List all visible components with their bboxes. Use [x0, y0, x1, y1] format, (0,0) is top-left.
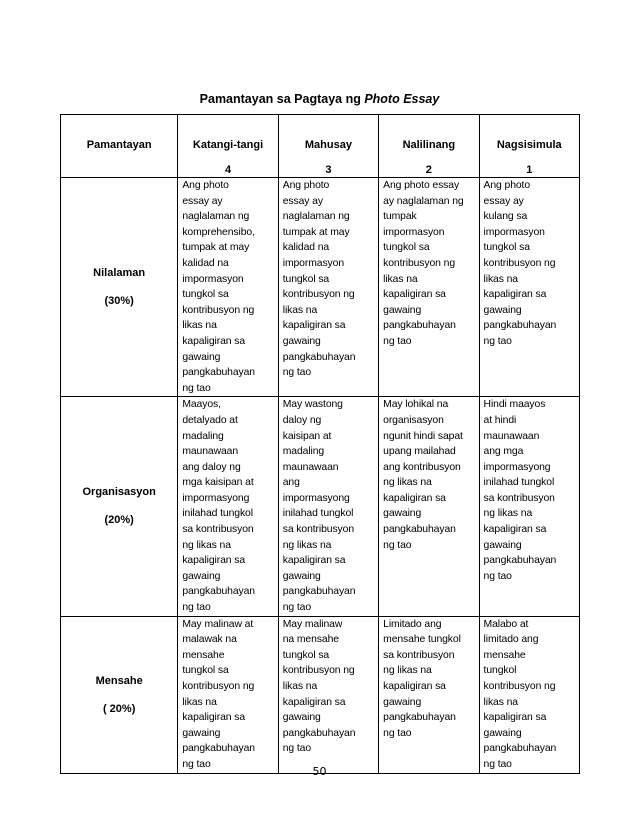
descriptor-line: pangkabuhayan	[483, 743, 557, 755]
descriptor-line: pangkabuhayan	[282, 351, 356, 363]
descriptor-line: maunawaan	[483, 430, 540, 442]
descriptor-line: kapaligiran sa	[383, 289, 446, 301]
descriptor-cell	[278, 616, 378, 773]
descriptor-line: ang kontribusyon	[383, 461, 461, 473]
descriptor-line: pangkabuhayan	[383, 524, 456, 536]
header-level-1	[479, 115, 579, 178]
descriptor-line: madaling	[182, 430, 224, 442]
descriptor-line: impormasyong	[282, 492, 350, 504]
descriptor-line: tungkol	[483, 665, 517, 677]
descriptor-line: inilahad tungkol	[182, 508, 253, 520]
descriptor-line: likas na	[182, 696, 217, 708]
descriptor-line: kapaligiran sa	[483, 712, 547, 724]
descriptor-line: mensahe	[182, 649, 225, 661]
descriptor-line: kapaligiran sa	[182, 335, 246, 347]
descriptor-line: kontribusyon ng	[182, 681, 255, 692]
descriptor-line: kapaligiran sa	[282, 696, 346, 708]
descriptor-line: mensahe tungkol	[383, 634, 461, 646]
descriptor-line: kontribusyon ng	[483, 257, 556, 269]
descriptor-line: likas na	[282, 304, 318, 316]
descriptor-line: ngunit hindi sapat	[383, 430, 463, 442]
descriptor-line: ay naglalaman ng	[383, 195, 464, 207]
descriptor-line: gawaing	[282, 712, 321, 724]
descriptor-line: likas na	[282, 681, 318, 692]
criterion-name: Mensahe	[95, 674, 143, 687]
title-main: Pamantayan sa Pagtaya ng	[199, 92, 365, 106]
descriptor-line: maunawaan	[282, 461, 339, 473]
descriptor-line: Ang photo	[182, 180, 229, 191]
descriptor-line: tungkol sa	[282, 649, 330, 661]
header-level-2	[379, 115, 479, 178]
criterion-cell	[61, 178, 178, 397]
descriptor-line: ng tao	[383, 335, 412, 347]
descriptor-line: kapaligiran sa	[483, 524, 547, 536]
descriptor-line: gawaing	[483, 539, 522, 551]
descriptor-line: at hindi	[483, 414, 517, 426]
descriptor-line: ng tao	[483, 570, 512, 582]
criterion-cell	[61, 397, 178, 616]
header-score: 3	[325, 164, 332, 176]
table-row	[61, 616, 580, 773]
descriptor-line: ng likas na	[182, 539, 231, 551]
header-label: Nalilinang	[402, 139, 456, 151]
descriptor-line: Maayos,	[182, 399, 221, 411]
descriptor-line: mga kaisipan at	[182, 477, 254, 489]
descriptor-line: ng tao	[282, 743, 312, 755]
descriptor-line: organisasyon	[383, 414, 444, 426]
descriptor-cell	[379, 178, 479, 397]
descriptor-line: May malinaw	[282, 618, 343, 630]
descriptor-line: kapaligiran sa	[182, 555, 246, 567]
descriptor-line: Ang photo	[483, 180, 531, 191]
descriptor-line: kontribusyon ng	[282, 665, 355, 677]
descriptor-line: May wastong	[282, 399, 343, 411]
descriptor-line: gawaing	[483, 727, 522, 739]
descriptor-line: likas na	[483, 273, 518, 285]
header-row	[61, 115, 580, 178]
descriptor-line: gawaing	[483, 304, 522, 316]
descriptor-line: inilahad tungkol	[483, 477, 555, 489]
header-label: Pamantayan	[86, 139, 152, 151]
descriptor-line: ng tao	[282, 367, 312, 379]
descriptor-line: pangkabuhayan	[483, 555, 557, 567]
descriptor-line: ng likas na	[282, 539, 332, 551]
descriptor-line: mensahe	[483, 649, 526, 661]
descriptor-line: madaling	[282, 446, 325, 458]
descriptor-line: tungkol sa	[282, 273, 330, 285]
descriptor-line: kontribusyon ng	[483, 681, 556, 692]
descriptor-line: malawak na	[182, 634, 237, 646]
descriptor-line: sa kontribusyon	[282, 524, 355, 536]
descriptor-line: kapaligiran sa	[483, 289, 547, 301]
descriptor-cell	[178, 397, 278, 616]
descriptor-line: sa kontribusyon	[383, 649, 455, 661]
header-label: Mahusay	[304, 139, 352, 151]
descriptor-line: impormasyong	[182, 492, 250, 504]
descriptor-line: kapaligiran sa	[182, 712, 246, 724]
descriptor-line: naglalaman ng	[182, 211, 250, 223]
descriptor-cell	[479, 178, 579, 397]
descriptor-line: Limitado ang	[383, 618, 442, 630]
descriptor-line: Malabo at	[483, 618, 529, 630]
criterion-cell	[61, 616, 178, 773]
rubric-table	[60, 114, 580, 774]
descriptor-cell	[278, 397, 378, 616]
descriptor-line: May malinaw at	[182, 618, 254, 630]
descriptor-line: pangkabuhayan	[182, 586, 255, 598]
descriptor-line: impormasyon	[282, 257, 344, 269]
header-level-3	[278, 115, 378, 178]
descriptor-line: tungkol sa	[182, 665, 229, 677]
descriptor-line: ng likas na	[383, 665, 432, 677]
descriptor-line: ang	[282, 477, 300, 489]
descriptor-line: kapaligiran sa	[383, 681, 446, 692]
descriptor-line: naglalaman ng	[282, 211, 350, 223]
descriptor-line: ng likas na	[483, 508, 533, 520]
descriptor-line: upang mailahad	[383, 446, 456, 458]
descriptor-line: kaisipan at	[282, 430, 332, 442]
descriptor-line: impormasyon	[182, 273, 244, 285]
header-score: 2	[425, 164, 432, 176]
descriptor-line: tungkol sa	[483, 242, 530, 254]
descriptor-line: pangkabuhayan	[282, 727, 356, 739]
descriptor-line: gawaing	[282, 570, 321, 582]
descriptor-line: ang daloy ng	[182, 461, 241, 473]
descriptor-line: Ang photo essay	[383, 180, 460, 191]
descriptor-line: na mensahe	[282, 634, 339, 646]
header-criteria	[61, 115, 178, 178]
descriptor-line: ng likas na	[383, 477, 432, 489]
descriptor-cell	[278, 178, 378, 397]
descriptor-line: tumpak	[383, 211, 417, 223]
descriptor-line: essay ay	[282, 195, 323, 207]
descriptor-cell	[479, 616, 579, 773]
criterion-weight: ( 20%)	[102, 702, 136, 715]
descriptor-cell	[178, 616, 278, 773]
descriptor-line: ng tao	[182, 602, 211, 614]
descriptor-line: gawaing	[182, 727, 221, 739]
header-level-4	[178, 115, 278, 178]
descriptor-cell	[479, 397, 579, 616]
descriptor-line: gawaing	[282, 335, 321, 347]
descriptor-line: kalidad na	[282, 242, 330, 254]
descriptor-line: gawaing	[182, 351, 221, 363]
descriptor-line: ng tao	[282, 602, 312, 614]
descriptor-line: kalidad na	[182, 257, 229, 269]
descriptor-line: gawaing	[383, 508, 422, 520]
descriptor-line: komprehensibo,	[182, 226, 255, 238]
page-title	[0, 92, 639, 106]
table-row	[61, 178, 580, 397]
descriptor-line: Hindi maayos	[483, 399, 546, 411]
header-score: 1	[526, 164, 533, 176]
descriptor-line: impormasyon	[483, 226, 545, 238]
descriptor-cell	[379, 616, 479, 773]
descriptor-line: detalyado at	[182, 414, 238, 426]
descriptor-line: ng tao	[483, 758, 512, 770]
descriptor-line: sa kontribusyon	[182, 524, 254, 536]
descriptor-line: kontribusyon ng	[383, 257, 455, 269]
descriptor-line: pangkabuhayan	[383, 320, 456, 332]
descriptor-line: Ang photo	[282, 180, 330, 191]
descriptor-line: pangkabuhayan	[182, 743, 255, 755]
descriptor-line: pangkabuhayan	[483, 320, 557, 332]
descriptor-cell	[178, 178, 278, 397]
descriptor-line: essay ay	[483, 195, 524, 207]
descriptor-line: ng tao	[383, 539, 412, 551]
descriptor-line: tungkol sa	[182, 289, 229, 301]
descriptor-line: tumpak at may	[282, 226, 350, 238]
descriptor-line: likas na	[483, 696, 518, 708]
criterion-name: Organisasyon	[82, 486, 156, 499]
descriptor-line: gawaing	[383, 304, 422, 316]
descriptor-line: kapaligiran sa	[282, 555, 346, 567]
descriptor-line: likas na	[383, 273, 418, 285]
descriptor-line: tungkol sa	[383, 242, 430, 254]
criterion-weight: (20%)	[104, 514, 134, 527]
descriptor-line: kontribusyon ng	[182, 304, 255, 316]
title-emphasis: Photo Essay	[364, 92, 440, 106]
descriptor-line: pangkabuhayan	[383, 712, 456, 724]
descriptor-line: limitado ang	[483, 634, 539, 646]
criterion-name: Nilalaman	[93, 267, 146, 280]
header-label: Katangi-tangi	[192, 139, 264, 151]
descriptor-line: inilahad tungkol	[282, 508, 354, 520]
descriptor-line: kapaligiran sa	[282, 320, 346, 332]
descriptor-line: kontribusyon ng	[282, 289, 355, 301]
table-row	[61, 397, 580, 616]
descriptor-line: May lohikal na	[383, 399, 449, 411]
criterion-weight: (30%)	[104, 295, 134, 308]
descriptor-line: ng tao	[383, 727, 412, 739]
descriptor-line: kulang sa	[483, 211, 528, 223]
header-score: 4	[224, 164, 232, 176]
descriptor-cell	[379, 397, 479, 616]
descriptor-line: ng tao	[483, 335, 512, 347]
descriptor-line: ng tao	[182, 758, 211, 770]
descriptor-line: kapaligiran sa	[383, 492, 446, 504]
descriptor-line: ang mga	[483, 446, 524, 458]
descriptor-line: impormasyong	[483, 461, 551, 473]
descriptor-line: daloy ng	[282, 414, 322, 426]
descriptor-line: pangkabuhayan	[282, 586, 356, 598]
descriptor-line: impormasyon	[383, 226, 445, 238]
descriptor-line: gawaing	[383, 696, 422, 708]
descriptor-line: ng tao	[182, 382, 211, 394]
header-label: Nagsisimula	[496, 139, 562, 151]
descriptor-line: tumpak at may	[182, 242, 250, 254]
descriptor-line: gawaing	[182, 570, 221, 582]
descriptor-line: pangkabuhayan	[182, 367, 255, 379]
descriptor-line: maunawaan	[182, 446, 239, 458]
descriptor-line: essay ay	[182, 195, 223, 207]
descriptor-line: sa kontribusyon	[483, 492, 555, 504]
page-number: 50	[312, 765, 327, 778]
descriptor-line: likas na	[182, 320, 217, 332]
